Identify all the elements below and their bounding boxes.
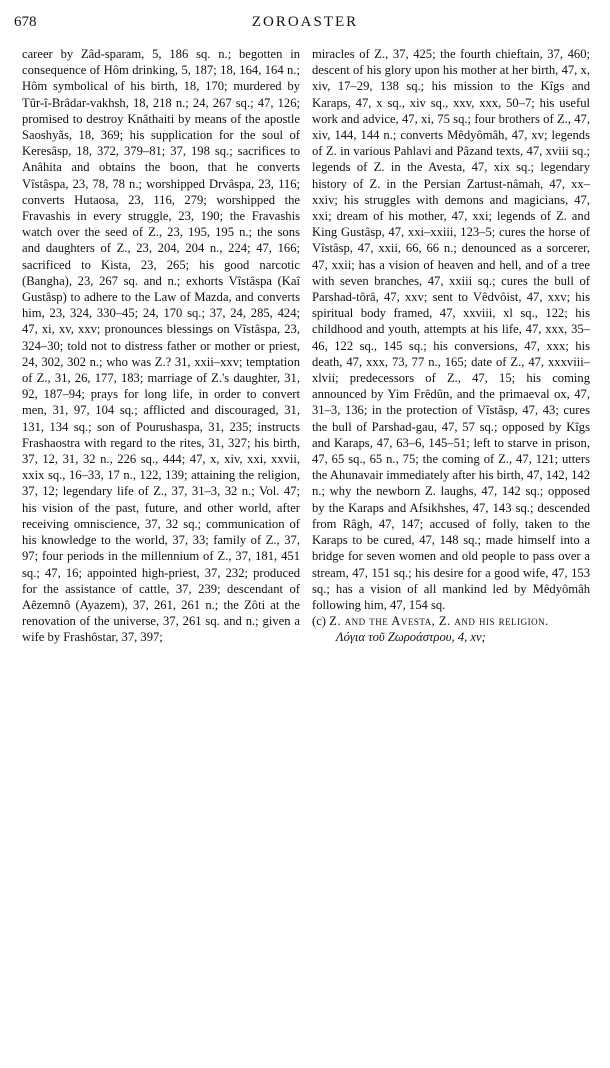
- running-head: ZOROASTER: [251, 14, 359, 30]
- subheading-title: Z. and the Avesta, Z. and his religion.: [329, 614, 549, 629]
- page-number: 678: [14, 14, 37, 30]
- greek-entry: Λόγια τοῦ Ζωροάστρου, 4, xv;: [336, 630, 486, 645]
- left-column: [22, 46, 300, 1056]
- section-subheading: [312, 613, 590, 629]
- page-header: [14, 14, 596, 36]
- index-columns: [22, 46, 590, 1056]
- subheading-label: (c): [312, 614, 326, 629]
- right-column: [312, 46, 590, 1056]
- right-column-text: miracles of Z., 37, 425; the fourth chieftain, 37, 460; descent of his glory upon his mother at her birth, 47, x, xiv, 17–29, 138 sq.; his mission to the Kîgs and Karaps, 47, x sq., xiv sq., xxv, xxx, 50–7; his useful work and advice, 47, xi, 75 sq.; four brothers of Z., 47, xiv, 144, 144 n.; converts Mêdyômâh, 47, xv; legends of Z. in various Pahlavi and Pâzand texts, 47, xviii sq.; legends of Z. in the Avesta, 47, xix sq.; legendary history of Z. in the Persian Zartust-nâmah, 47, xx–xxiv; his struggles with demons and magicians, 47, xxi; dream of his mother, 47, xxi; legends of Z. and King Gustâsp, 47, xxi–xxiii, 123–5; cures the horse of Vîstâsp, 47, xxii, 66, 66 n.; denounced as a sorcerer, 47, xxii; has a vision of heaven and hell, and of a tree with seven branches, 47, xxiii sq.; cures the bull of Parshad-tôrâ, 47, xxv; sent to Vêdvôist, 47, xxv; his spiritual body framed, 47, xxviii, xl sq., 122; his childhood and youth, attempts at his life, 47, xxx, 35–46, 122 sq., 145 sq.; his conversions, 47, xxx; his death, 47, xxx, 73, 77 n., 165; date of Z., 47, xxxviii–xlvii; predecessors of Z., 47, 15; his coming announced by Yim Frêdûn, and the primaeval ox, 47, 31–3, 136; in the protection of Vîstâsp, 47, 43; cures the bull of Parshad-gau, 47, 57 sq.; opposed by Kîgs and Karaps, 47, 63–6, 145–51; left to starve in prison, 47, 65 sq., 65 n., 75; the coming of Z., 47, 121; utters the Ahunavair immediately after his birth, 47, 142, 142 n.; why the newborn Z. laughs, 47, 142 sq.; opposed by the Karaps and Afsikhshes, 47, 143 sq.; descended from Râgh, 47, 147; accused of folly, taken to the Karaps to be cured, 47, 148 sq.; made himself into a bridge for seven women and old people to pass over a stream, 47, 151 sq.; his desire for a good wife, 47, 153 sq.; has a vision of all mankind led by Mêdyômâh following him, 47, 154 sq.: [312, 47, 590, 612]
- left-column-text: career by Zâd-sparam, 5, 186 sq. n.; begotten in consequence of Hôm drinking, 5, 187; 18, 164, 164 n.; Hôm symbolical of his birth, 18, 170; murdered by Tûr-î-Brâdar-vakhsh, 18, 218 n.; 24, 267 sq.; 47, 126; promised to destroy Knâthaiti by means of the apostle Saoshyãs, 18, 369; his supplication for the soul of Keresâsp, 18, 372, 379–81; 37, 198 sq.; sacrifices to Anâhita and obtains the boon, that he converts Vîstâspa, 23, 78, 78 n.; worshipped Drvâspa, 23, 116; converts Hutaosa, 23, 116, 279; worshipped the Fravashis in every struggle, 23, 190; the Fravashis watch over the seed of Z., 23, 195, 195 n.; the sons and daughters of Z., 23, 204, 204 n., 224; 47, 166; sacrificed to Kista, 23, 265; his good narcotic (Bangha), 23, 267 sq. and n.; exhorts Vîstâspa (Kaî Gustâsp) to adhere to the Law of Mazda, and converts him, 23, 324, 330–45; 24, 170 sq.; 37, 24, 285, 424; 47, xi, xv, xxv; pronounces blessings on Vîstâspa, 23, 324–30; told not to distress father or mother or priest, 24, 302, 302 n.; who was Z.? 31, xxii–xxv; temptation of Z., 31, 26, 177, 183; marriage of Z.'s daughter, 31, 92, 187–94; prays for long life, in order to convert men, 31, 97, 104 sq.; afflicted and discouraged, 31, 131, 134 sq.; son of Pourushaspa, 31, 235; instructs Frashaostra with regard to the rites, 31, 327; his birth, 37, 12, 31, 32 n., 226 sq., 444; 47, x, xiv, xxi, xxvii, xxix sq., 16–33, 17 n., 122, 139; attaining the religion, 37, 12; legendary life of Z., 37, 31–3, 32 n.; Vol. 47; his vision of the past, future, and other world, after receiving omniscience, 37, 32 sq.; communication of his knowledge to the world, 37, 33; family of Z., 37, 97; four periods in the millennium of Z., 37, 181, 451 sq.; 47, 16; appointed high-priest, 37, 232; produced for the assistance of cattle, 37, 239; descendant of Aêzemnô (Ayazem), 37, 261, 261 n.; the Zôti at the renovation of the universe, 37, 261 sq. and n.; given a wife by Frashôstar, 37, 397;: [22, 47, 300, 645]
